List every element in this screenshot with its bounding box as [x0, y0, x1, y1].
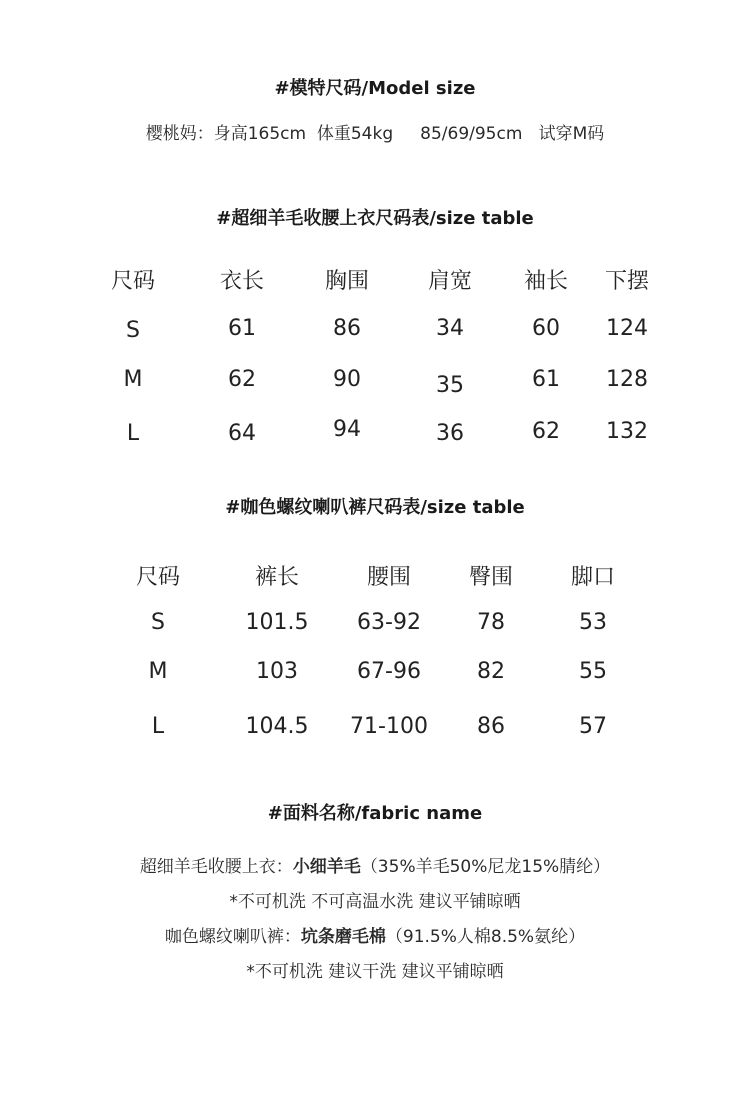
column-header: 尺码	[135, 565, 180, 590]
table-cell: L	[126, 421, 140, 446]
table-cell: 67-96	[357, 659, 421, 684]
top-fabric-composition: （35%羊毛50%尼龙15%腈纶）	[360, 857, 611, 877]
pants-fabric-prefix: 咖色螺纹喇叭裤：	[164, 927, 301, 947]
table-cell: 101.5	[245, 610, 309, 635]
column-header: 胸围	[324, 269, 369, 294]
top-fabric-line	[0, 852, 750, 877]
table-cell: 53	[579, 610, 607, 635]
pants-fabric-composition: （91.5%人棉8.5%氨纶）	[385, 927, 586, 947]
model-size-heading: #模特尺码/Model size	[274, 78, 476, 99]
table-cell: 124	[606, 316, 648, 341]
column-header: 尺码	[110, 269, 155, 294]
top-fabric-care: *不可机洗 不可高温水洗 建议平铺晾晒	[229, 892, 521, 912]
table-cell: M	[123, 367, 143, 392]
table-cell: 34	[436, 316, 464, 341]
table-cell: 61	[532, 367, 560, 392]
model-size-line: 樱桃妈：身高165cm 体重54kg 85/69/95cm 试穿M码	[145, 124, 605, 144]
table-cell: 104.5	[245, 714, 309, 739]
table-cell: 62	[228, 367, 256, 392]
table-cell: 60	[532, 316, 560, 341]
table-cell: 103	[256, 659, 298, 684]
table-cell: 64	[228, 421, 256, 446]
table-cell: 86	[333, 316, 361, 341]
table-cell: 128	[606, 367, 648, 392]
column-header: 袖长	[523, 269, 568, 294]
table-cell: 62	[532, 419, 560, 444]
pants-fabric-care: *不可机洗 建议干洗 建议平铺晾晒	[246, 962, 504, 982]
table-cell: 86	[477, 714, 505, 739]
pants-fabric-name: 坑条磨毛棉	[300, 927, 386, 947]
column-header: 肩宽	[427, 269, 472, 294]
table-cell: S	[151, 610, 165, 635]
top-fabric-name: 小细羊毛	[292, 857, 361, 877]
table-cell: 36	[436, 421, 464, 446]
table-cell: 63-92	[357, 610, 421, 635]
table-cell: 90	[333, 367, 361, 392]
fabric-heading: #面料名称/fabric name	[267, 803, 483, 824]
table-cell: 132	[606, 419, 648, 444]
table-cell: 35	[436, 373, 464, 398]
table-cell: 94	[333, 417, 361, 442]
column-header: 脚口	[570, 565, 615, 590]
column-header: 腰围	[366, 565, 411, 590]
top-fabric-prefix: 超细羊毛收腰上衣：	[139, 857, 293, 877]
table-cell: 55	[579, 659, 607, 684]
table-cell: L	[151, 714, 165, 739]
table-cell: 71-100	[350, 714, 428, 739]
top-size-table-heading: #超细羊毛收腰上衣尺码表/size table	[216, 208, 534, 229]
table-cell: 61	[228, 316, 256, 341]
table-cell: S	[126, 318, 140, 343]
column-header: 下摆	[604, 269, 649, 294]
pants-size-table-heading: #咖色螺纹喇叭裤尺码表/size table	[225, 497, 525, 518]
column-header: 裤长	[254, 565, 299, 590]
column-header: 臀围	[468, 565, 513, 590]
table-cell: 57	[579, 714, 607, 739]
table-cell: M	[148, 659, 168, 684]
column-header: 衣长	[219, 269, 264, 294]
table-cell: 78	[477, 610, 505, 635]
pants-fabric-line	[0, 922, 750, 947]
table-cell: 82	[477, 659, 505, 684]
